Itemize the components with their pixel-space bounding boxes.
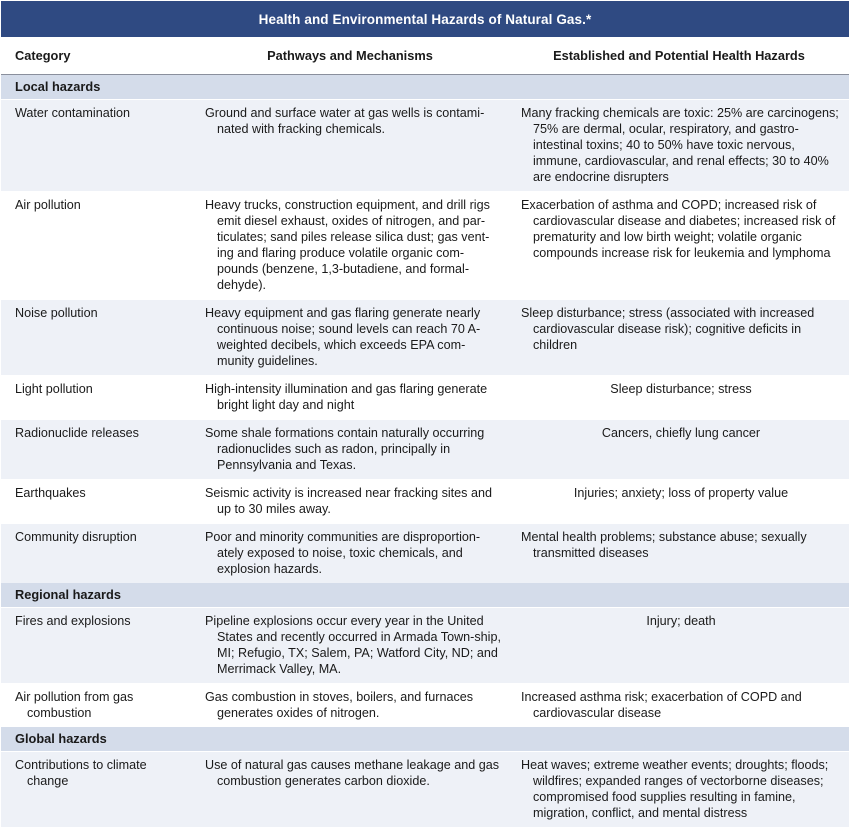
category-text: Community disruption: [15, 529, 183, 545]
cell-pathways: [191, 524, 509, 584]
category-text: Fires and explosions: [15, 613, 183, 629]
hazards-text: Sleep disturbance; stress (associated with increased cardiovascular disease risk); cognitive deficits in children: [521, 305, 841, 353]
section-row: [1, 583, 849, 608]
category-text: Radionuclide releases: [15, 425, 183, 441]
cell-pathways: [191, 100, 509, 192]
category-text: Light pollution: [15, 381, 183, 397]
hazards-text: Injuries; anxiety; loss of property value: [521, 485, 841, 501]
table-row: [1, 752, 849, 827]
category-text: Air pollution: [15, 197, 183, 213]
pathways-text: High-intensity illumination and gas flaring generate bright light day and night: [205, 381, 501, 413]
pathways-text: Ground and surface water at gas wells is contami-nated with fracking chemicals.: [205, 105, 501, 137]
cell-category: [1, 480, 191, 524]
cell-category: [1, 684, 191, 728]
hazards-text: Mental health problems; substance abuse; sexually transmitted diseases: [521, 529, 841, 561]
table-row: [1, 684, 849, 728]
pathways-text: Pipeline explosions occur every year in the United States and recently occurred in Armada Town-ship, MI; Refugio, TX; Salem, PA; Watford City, ND; and Merrimack Valley, MA.: [205, 613, 501, 677]
table-row: [1, 608, 849, 684]
category-text: Contributions to climate change: [15, 757, 183, 789]
cell-category: [1, 608, 191, 684]
pathways-text: Use of natural gas causes methane leakage and gas combustion generates carbon dioxide.: [205, 757, 501, 789]
table-title: Health and Environmental Hazards of Natural Gas.*: [1, 1, 849, 37]
cell-hazards: [509, 376, 849, 420]
hazards-table-figure: [1, 1, 849, 789]
hazards-text: Sleep disturbance; stress: [521, 381, 841, 397]
category-text: Noise pollution: [15, 305, 183, 321]
cell-pathways: [191, 752, 509, 827]
table-row: [1, 524, 849, 584]
pathways-text: Gas combustion in stoves, boilers, and furnaces generates oxides of nitrogen.: [205, 689, 501, 721]
cell-hazards: [509, 300, 849, 376]
hazards-text: Many fracking chemicals are toxic: 25% are carcinogens; 75% are dermal, ocular, respiratory, and gastro-intestinal toxins; 40 to 50% have toxic nervous, immune, cardiovascular, and renal effects; 30 to 40% are endocrine disrupters: [521, 105, 841, 185]
cell-hazards: [509, 752, 849, 827]
cell-pathways: [191, 376, 509, 420]
section-row: [1, 727, 849, 752]
cell-hazards: [509, 192, 849, 300]
section-label: Regional hazards: [1, 583, 849, 608]
cell-pathways: [191, 608, 509, 684]
hazards-text: Cancers, chiefly lung cancer: [521, 425, 841, 441]
table-row: [1, 192, 849, 300]
category-text: Earthquakes: [15, 485, 183, 501]
category-text: Water contamination: [15, 105, 183, 121]
section-label: Global hazards: [1, 727, 849, 752]
cell-category: [1, 100, 191, 192]
pathways-text: Poor and minority communities are disproportion-ately exposed to noise, toxic chemicals, and explosion hazards.: [205, 529, 501, 577]
cell-category: [1, 376, 191, 420]
cell-pathways: [191, 480, 509, 524]
cell-category: [1, 752, 191, 827]
cell-hazards: [509, 608, 849, 684]
cell-hazards: [509, 100, 849, 192]
hazards-text: Increased asthma risk; exacerbation of COPD and cardiovascular disease: [521, 689, 841, 721]
cell-pathways: [191, 192, 509, 300]
header-hazards: Established and Potential Health Hazards: [509, 37, 849, 75]
table-row: [1, 420, 849, 480]
table-body: [1, 75, 849, 827]
pathways-text: Some shale formations contain naturally occurring radionuclides such as radon, principally in Pennsylvania and Texas.: [205, 425, 501, 473]
cell-pathways: [191, 300, 509, 376]
cell-hazards: [509, 420, 849, 480]
category-text: Air pollution from gas combustion: [15, 689, 183, 721]
table-row: [1, 480, 849, 524]
hazards-table: [1, 37, 849, 827]
hazards-text: Exacerbation of asthma and COPD; increased risk of cardiovascular disease and diabetes; increased risk of prematurity and low birth weight; volatile organic compounds increase risk for leukemia and lymphoma: [521, 197, 841, 261]
cell-hazards: [509, 524, 849, 584]
cell-category: [1, 300, 191, 376]
header-row: [1, 37, 849, 75]
cell-pathways: [191, 420, 509, 480]
table-row: [1, 376, 849, 420]
pathways-text: Heavy equipment and gas flaring generate nearly continuous noise; sound levels can reach 70 A-weighted decibels, which exceeds EPA com-munity guidelines.: [205, 305, 501, 369]
table-row: [1, 300, 849, 376]
hazards-text: Heat waves; extreme weather events; droughts; floods; wildfires; expanded ranges of vectorborne diseases; compromised food supplies resulting in famine, migration, conflict, and mental distress: [521, 757, 841, 821]
header-pathways: Pathways and Mechanisms: [191, 37, 509, 75]
hazards-text: Injury; death: [521, 613, 841, 629]
cell-hazards: [509, 480, 849, 524]
cell-hazards: [509, 684, 849, 728]
cell-pathways: [191, 684, 509, 728]
pathways-text: Heavy trucks, construction equipment, and drill rigs emit diesel exhaust, oxides of nitrogen, and par-ticulates; sand piles release silica dust; gas vent-ing and flaring produce volatile organic com-pounds (benzene, 1,3-butadiene, and formal-dehyde).: [205, 197, 501, 293]
section-row: [1, 75, 849, 100]
section-label: Local hazards: [1, 75, 849, 100]
cell-category: [1, 192, 191, 300]
header-category: Category: [1, 37, 191, 75]
pathways-text: Seismic activity is increased near fracking sites and up to 30 miles away.: [205, 485, 501, 517]
table-row: [1, 100, 849, 192]
cell-category: [1, 420, 191, 480]
cell-category: [1, 524, 191, 584]
